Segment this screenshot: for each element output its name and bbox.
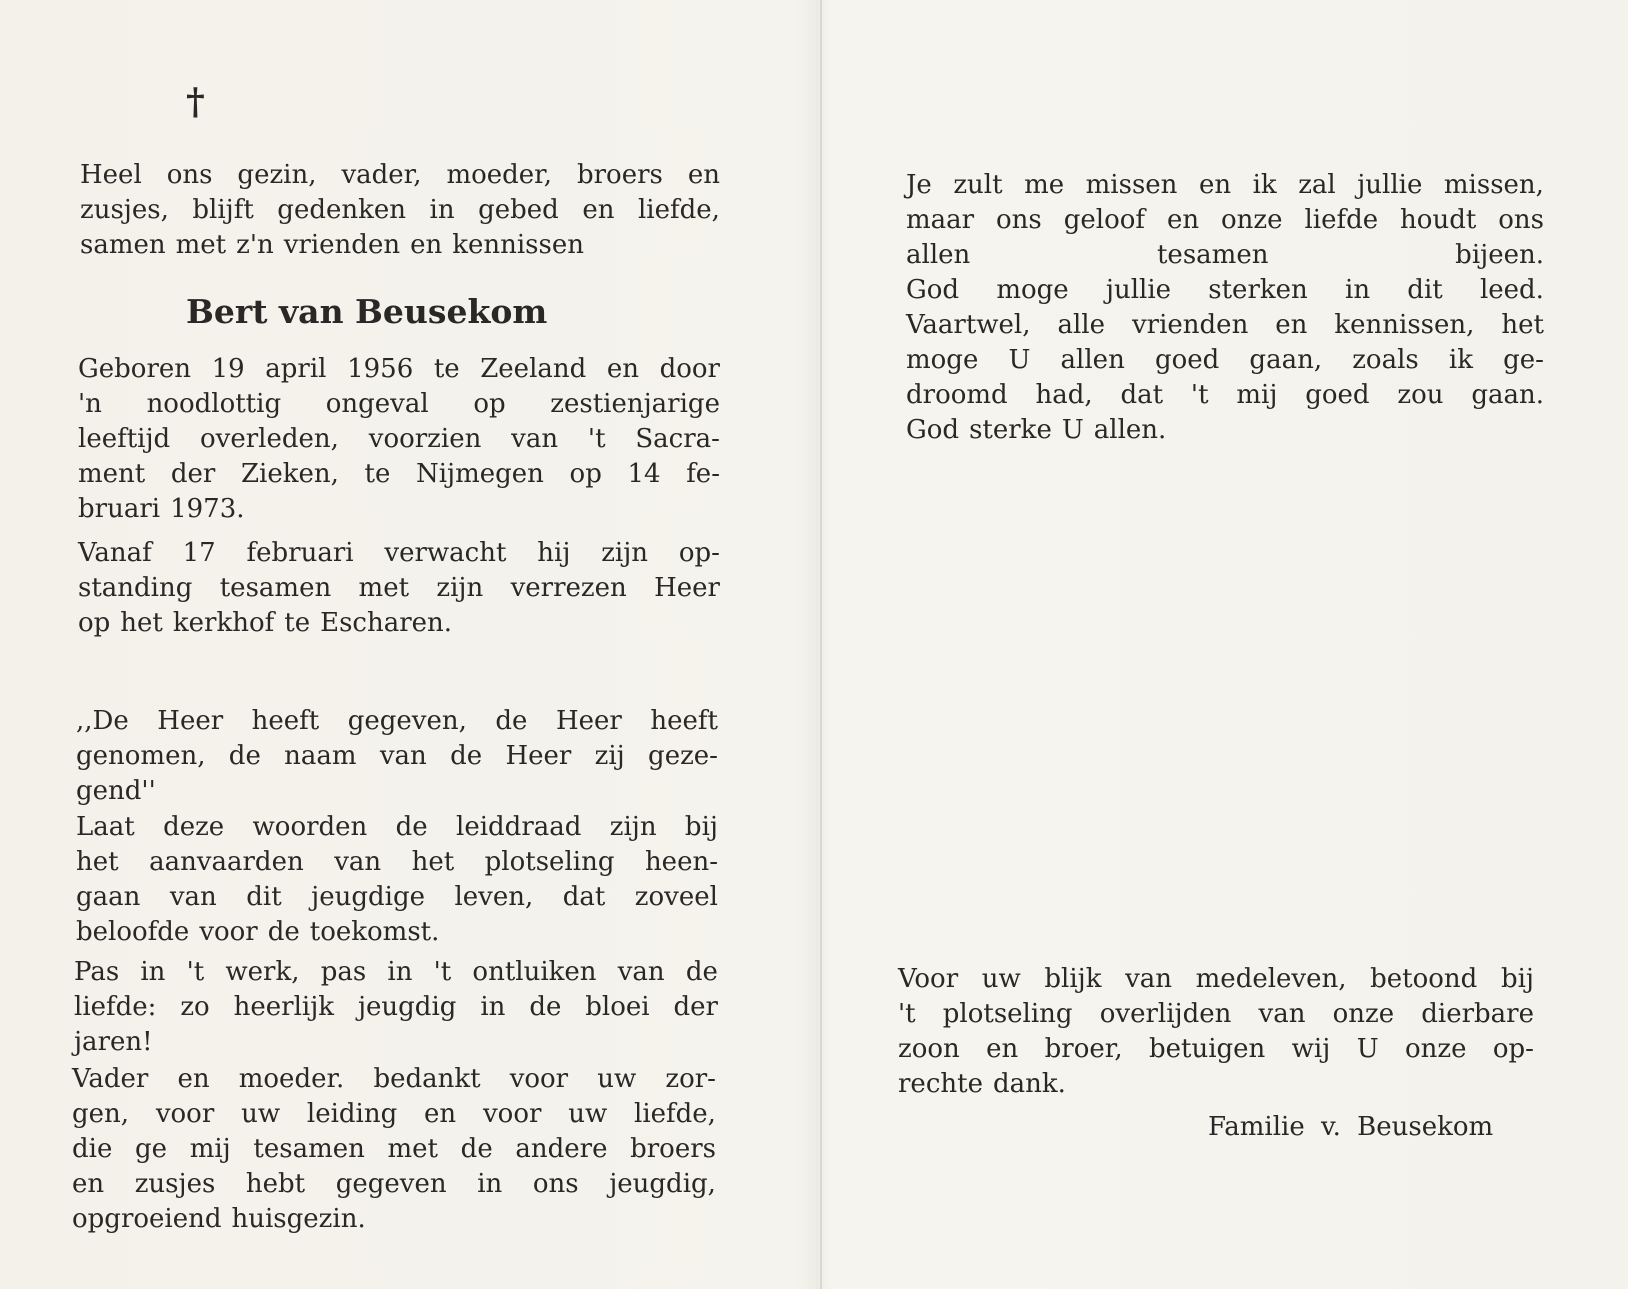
text-line: Geboren 19 april 1956 te Zeeland en door — [78, 354, 720, 384]
farewell-paragraph — [906, 168, 1544, 448]
text-line: 't plotseling overlijden van onze dierbare — [898, 999, 1534, 1029]
text-line: zoon en broer, betuigen wij U onze op- — [898, 1034, 1534, 1064]
text-line: moge U allen goed gaan, zoals ik ge- — [906, 345, 1544, 375]
text-line: en zusjes hebt gegeven in ons jeugdig, — [72, 1169, 716, 1199]
text-line: Voor uw blijk van medeleven, betoond bij — [898, 964, 1534, 994]
guide-paragraph — [76, 810, 718, 950]
text-line: die ge mij tesamen met de andere broers — [72, 1134, 716, 1164]
text-line: opgroeiend huisgezin. — [72, 1204, 366, 1234]
text-line: leeftijd overleden, voorzien van 't Sacra- — [78, 424, 720, 454]
text-line: jaren! — [74, 1027, 153, 1057]
biography-paragraph — [78, 352, 720, 527]
text-line: Je zult me missen en ik zal jullie missen, — [906, 170, 1544, 200]
deceased-name: Bert van Beusekom — [186, 292, 548, 331]
text-line: maar ons geloof en onze liefde houdt ons — [906, 205, 1544, 235]
text-line: bruari 1973. — [78, 494, 245, 524]
text-line: Vader en moeder. bedankt voor uw zor- — [72, 1064, 716, 1094]
text-line: God moge jullie sterken in dit leed. — [906, 275, 1544, 305]
text-line: Vaartwel, alle vrienden en kennissen, het — [906, 310, 1544, 340]
text-line: liefde: zo heerlijk jeugdig in de bloei der — [74, 992, 718, 1022]
text-line: genomen, de naam van de Heer zij geze- — [76, 741, 718, 771]
text-line: God sterke U allen. — [906, 415, 1167, 445]
text-line: gen, voor uw leiding en voor uw liefde, — [72, 1099, 716, 1129]
cross-icon: † — [186, 81, 205, 123]
thanks-paragraph — [898, 962, 1534, 1102]
text-line: zusjes, blijft gedenken in gebed en liefde, — [80, 195, 720, 225]
family-signature: Familie v. Beusekom — [1208, 1112, 1494, 1142]
text-line: Laat deze woorden de leiddraad zijn bij — [76, 812, 718, 842]
text-line: Heel ons gezin, vader, moeder, broers en — [80, 160, 720, 190]
text-line: het aanvaarden van het plotseling heen- — [76, 847, 718, 877]
text-line: gend'' — [76, 776, 156, 806]
text-line: Pas in 't werk, pas in 't ontluiken van de — [74, 957, 718, 987]
youth-paragraph — [74, 955, 718, 1060]
text-line: samen met z'n vrienden en kennissen — [80, 230, 584, 260]
text-line: beloofde voor de toekomst. — [76, 917, 440, 947]
card-fold — [820, 0, 822, 1289]
text-line: standing tesamen met zijn verrezen Heer — [78, 573, 720, 603]
text-line: ment der Zieken, te Nijmegen op 14 fe- — [78, 459, 720, 489]
text-line: droomd had, dat 't mij goed zou gaan. — [906, 380, 1544, 410]
text-line: 'n noodlottig ongeval op zestienjarige — [78, 389, 720, 419]
parents-paragraph — [72, 1062, 716, 1237]
burial-paragraph — [78, 536, 720, 641]
text-line: allen tesamen bijeen. — [906, 240, 1544, 270]
intro-paragraph — [80, 158, 720, 263]
text-line: ,,De Heer heeft gegeven, de Heer heeft — [76, 706, 718, 736]
text-line: Vanaf 17 februari verwacht hij zijn op- — [78, 538, 720, 568]
text-line: rechte dank. — [898, 1069, 1066, 1099]
text-line: op het kerkhof te Escharen. — [78, 608, 453, 638]
quote-paragraph — [76, 704, 718, 809]
text-line: gaan van dit jeugdige leven, dat zoveel — [76, 882, 718, 912]
